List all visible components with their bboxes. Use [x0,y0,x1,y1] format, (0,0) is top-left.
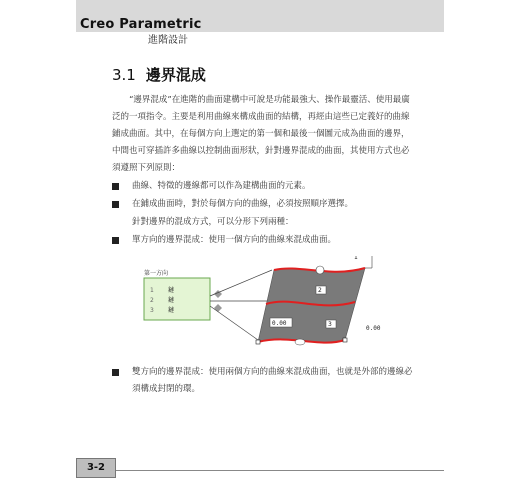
chain-row-index: 2 [150,297,154,304]
handle-marker[interactable] [256,340,260,344]
chain-panel-title: 第一方向 [144,270,169,277]
callout-marker [316,266,324,274]
bullet-item [112,232,417,249]
figure-canvas [140,256,400,356]
bullet-text: 雙方向的邊界混成：使用兩個方向的曲線來混成曲面，也就是外部的邊線必須構成封閉的環。 [132,367,413,394]
dimension-value: 0.00 [272,320,287,327]
chain-row-label: 鏈 [168,307,175,314]
section-number: 3.1 [112,66,136,84]
handle-marker[interactable] [343,338,347,342]
bullet-item [112,178,417,195]
callout-label: 1 [354,256,358,261]
chain-row-label: 鏈 [168,297,175,304]
book-subtitle: 進階設計 [148,35,188,46]
leader-line [210,270,272,296]
bullet-marker [112,183,119,190]
chain-panel [144,278,210,320]
bullet-marker [112,201,119,208]
methods-intro: 針對邊界的混成方式，可以分形下列兩種： [132,217,294,227]
book-brand: Creo Parametric [80,17,202,32]
footer-rule [76,470,444,471]
callout-label: 3 [328,321,332,328]
callout-label: 2 [318,287,322,294]
move-down-icon[interactable] [214,304,222,312]
dimension-value: 0.00 [366,325,381,332]
leader-line [210,306,258,340]
section-title: 邊界混成 [145,66,206,84]
blend-surface [258,268,365,343]
boundary-blend-figure [140,256,400,356]
intro-paragraph: “邊界混成”在進階的曲面建構中可說是功能最強大、操作最靈活、使用最廣泛的一項指令。主要是利用曲線來構成曲面的結構，再經由這些已定義好的曲線鋪成曲面。其中，在每個方向上選定的第一個和最後一個圖元成為曲面的邊界，中間也可穿插許多曲線以控制曲面形狀，針對邊界混成的曲面，其使用方式也必須遵照下列原則： [112,95,410,173]
bullet-text: 在鋪成曲面時，對於每個方向的曲線，必須按照順序選擇。 [132,199,354,209]
bullet-marker [112,237,119,244]
section-heading [112,64,206,85]
page-number: 3-2 [76,458,116,478]
bullet-text: 單方向的邊界混成：使用一個方向的曲線來混成曲面。 [132,235,337,245]
chain-row-index: 1 [150,287,154,294]
bullet-marker [112,369,119,376]
bullet-item [112,196,417,213]
bullet-item [112,364,417,398]
chain-row-index: 3 [150,307,154,314]
bullet-text: 曲線、特徵的邊線都可以作為建構曲面的元素。 [132,181,311,191]
drag-handle[interactable] [295,339,305,345]
chain-row-label: 鏈 [168,287,175,294]
